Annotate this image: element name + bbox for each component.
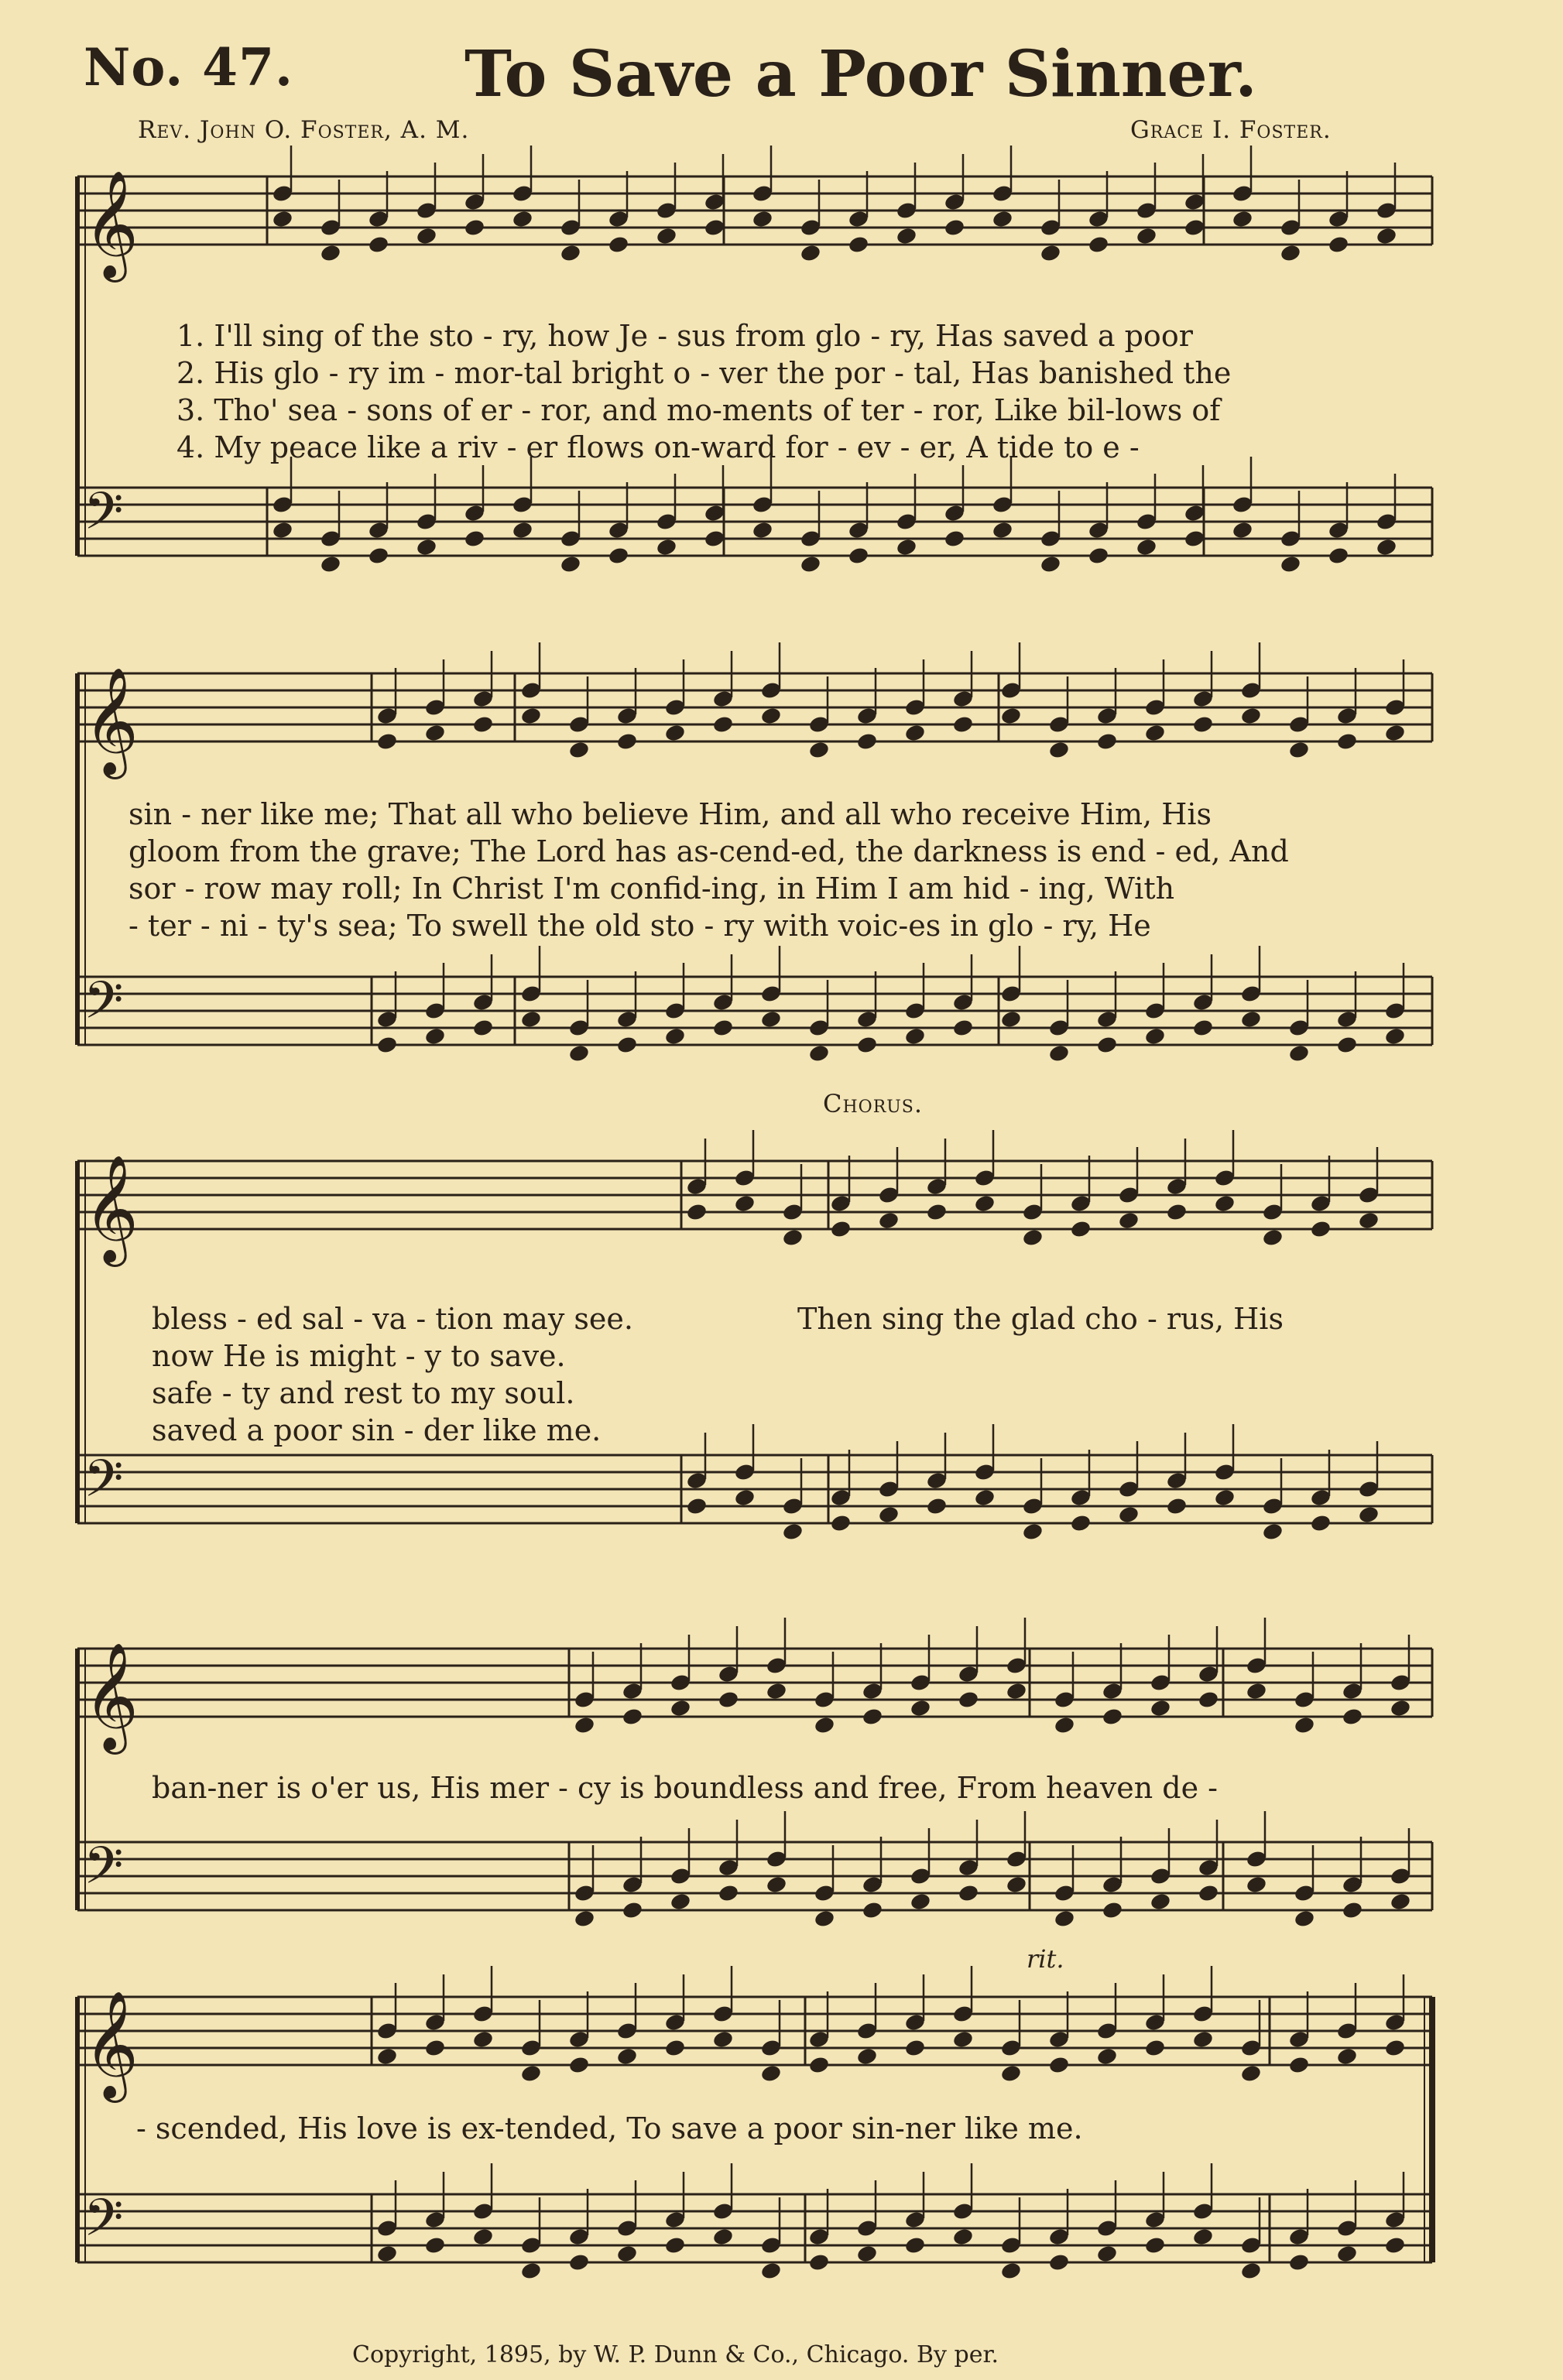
notehead (904, 2038, 927, 2057)
notehead (734, 1193, 756, 1213)
notehead (512, 520, 534, 539)
notehead (712, 2227, 735, 2246)
notehead (1328, 235, 1350, 254)
notehead (1240, 2261, 1263, 2280)
notehead (800, 243, 822, 262)
notehead (1310, 1513, 1332, 1532)
composer-credit: Grace I. Foster. (1130, 116, 1332, 144)
notehead (704, 529, 726, 548)
notehead (1096, 731, 1119, 751)
notehead (1136, 226, 1158, 245)
notehead (1192, 2029, 1215, 2049)
notehead (1328, 546, 1350, 565)
verse-1-line-1: 1. I'll sing of the sto - ry, how Je - sus from glo - ry, Has saved a poor (177, 319, 1193, 353)
notehead (1144, 2235, 1167, 2255)
verse-4-line-1: 4. My peace like a riv - er flows on-ward for - ev - er, A tide to e - (177, 430, 1140, 464)
notehead (1088, 546, 1110, 565)
notehead (896, 537, 918, 556)
notehead (782, 1522, 804, 1541)
notehead (718, 1690, 740, 1709)
notehead (1192, 2227, 1215, 2246)
notehead (622, 1707, 644, 1726)
notehead (1198, 1883, 1220, 1902)
notehead (1240, 1009, 1263, 1029)
notehead (464, 217, 486, 237)
notehead (568, 1043, 591, 1063)
notehead (974, 1488, 996, 1507)
notehead (472, 714, 495, 734)
notehead (616, 731, 639, 751)
notehead (376, 731, 399, 751)
notehead (616, 2046, 639, 2066)
notehead (1000, 706, 1023, 725)
treble-clef-icon: 𝄞 (84, 1991, 139, 2098)
verse-4-line-2: - ter - ni - ty's sea; To swell the old sto - ry with voic-es in glo - ry, He (129, 909, 1151, 943)
notehead (1144, 723, 1167, 742)
notehead (272, 520, 294, 539)
notehead (1102, 1900, 1124, 1919)
notehead (1288, 2252, 1311, 2272)
notehead (464, 529, 486, 548)
notehead (992, 209, 1014, 228)
verse-2-line-2: gloom from the grave; The Lord has as-cend-ed, the darkness is end - ed, And (129, 834, 1289, 868)
notehead (862, 1900, 884, 1919)
notehead (622, 1900, 644, 1919)
notehead (910, 1698, 932, 1717)
notehead (686, 1202, 708, 1221)
notehead (1136, 537, 1158, 556)
notehead (1240, 706, 1263, 725)
notehead (1246, 1875, 1268, 1894)
notehead (1118, 1211, 1140, 1230)
notehead (952, 714, 975, 734)
notehead (568, 2055, 591, 2074)
notehead (896, 226, 918, 245)
notehead (734, 1488, 756, 1507)
notehead (1096, 2244, 1119, 2263)
notehead (1070, 1513, 1092, 1532)
notehead (616, 2244, 639, 2263)
notehead (664, 2235, 687, 2255)
notehead (472, 2227, 495, 2246)
hymn-title: To Save a Poor Sinner. (464, 37, 1257, 111)
notehead (1192, 1018, 1215, 1037)
notehead (878, 1505, 900, 1524)
notehead (560, 554, 582, 574)
notehead (958, 1690, 980, 1709)
verse-3-line-2: sor - row may roll; In Christ I'm confid-ing, in Him I am hid - ing, With (129, 872, 1175, 906)
notehead (1232, 520, 1254, 539)
bass-clef-icon: 𝄢 (84, 2188, 124, 2260)
notehead (320, 554, 342, 574)
notehead (1048, 1043, 1071, 1063)
notehead (1294, 1715, 1316, 1734)
notehead (904, 723, 927, 742)
notehead (808, 740, 831, 759)
notehead (1342, 1900, 1364, 1919)
notehead (712, 2029, 735, 2049)
notehead (1184, 217, 1206, 237)
notehead (752, 209, 774, 228)
notehead (416, 226, 438, 245)
notehead (760, 1009, 783, 1029)
notehead (904, 2235, 927, 2255)
notehead (1288, 2055, 1311, 2074)
notehead (910, 1892, 932, 1911)
notehead (814, 1715, 836, 1734)
notehead (424, 1026, 447, 1046)
notehead (1102, 1707, 1124, 1726)
notehead (1384, 723, 1407, 742)
notehead (520, 2261, 543, 2280)
notehead (1022, 1522, 1044, 1541)
notehead (1192, 714, 1215, 734)
notehead (1096, 1035, 1119, 1054)
notehead (952, 2227, 975, 2246)
notehead (568, 740, 591, 759)
notehead (766, 1875, 788, 1894)
notehead (952, 1018, 975, 1037)
notehead (1048, 2252, 1071, 2272)
treble-clef-icon: 𝄞 (84, 667, 139, 775)
copyright-notice: Copyright, 1895, by W. P. Dunn & Co., Chicago. By per. (352, 2341, 999, 2368)
bass-clef-icon: 𝄢 (84, 1449, 124, 1521)
notehead (952, 2029, 975, 2049)
notehead (1150, 1892, 1172, 1911)
chorus-line-2: ban-ner is o'er us, His mer - cy is boundless and free, From heaven de - (152, 1771, 1219, 1805)
notehead (848, 235, 870, 254)
notehead (760, 706, 783, 725)
notehead (1262, 1228, 1284, 1247)
notehead (1336, 1035, 1359, 1054)
notehead (1000, 1009, 1023, 1029)
verse-2-line-3: now He is might - y to save. (152, 1339, 566, 1373)
notehead (1054, 1715, 1076, 1734)
notehead (272, 209, 294, 228)
notehead (992, 520, 1014, 539)
bass-clef-icon: 𝄢 (84, 1836, 124, 1908)
notehead (1144, 1026, 1167, 1046)
treble-clef-icon: 𝄞 (84, 170, 139, 278)
notehead (856, 2244, 879, 2263)
notehead (416, 537, 438, 556)
notehead (1246, 1681, 1268, 1700)
notehead (520, 706, 543, 725)
verse-3-line-3: safe - ty and rest to my soul. (152, 1376, 575, 1410)
treble-clef-icon: 𝄞 (84, 1155, 139, 1262)
notehead (1040, 554, 1062, 574)
notehead (856, 731, 879, 751)
notehead (472, 1018, 495, 1037)
notehead (520, 1009, 543, 1029)
notehead (856, 2046, 879, 2066)
notehead (1336, 731, 1359, 751)
notehead (1336, 2244, 1359, 2263)
treble-clef-icon: 𝄞 (84, 1642, 139, 1750)
verse-3-line-1: 3. Tho' sea - sons of er - ror, and mo-ments of ter - ror, Like bil-lows of (177, 393, 1221, 427)
notehead (1040, 243, 1062, 262)
notehead (1280, 554, 1302, 574)
notehead (1288, 740, 1311, 759)
notehead (1232, 209, 1254, 228)
notehead (424, 723, 447, 742)
notehead (808, 1043, 831, 1063)
notehead (752, 520, 774, 539)
notehead (424, 2235, 447, 2255)
notehead (1006, 1875, 1028, 1894)
notehead (1384, 1026, 1407, 1046)
notehead (664, 723, 687, 742)
notehead (1096, 2046, 1119, 2066)
notehead (608, 235, 630, 254)
notehead (848, 546, 870, 565)
notehead (424, 2038, 447, 2057)
notehead (718, 1883, 740, 1902)
notehead (760, 2261, 783, 2280)
chorus-label: Chorus. (823, 1089, 924, 1118)
notehead (856, 1035, 879, 1054)
notehead (1310, 1219, 1332, 1238)
notehead (1088, 235, 1110, 254)
notehead (760, 2063, 783, 2083)
notehead (1390, 1892, 1412, 1911)
notehead (1118, 1505, 1140, 1524)
notehead (878, 1211, 900, 1230)
notehead (376, 1035, 399, 1054)
notehead (512, 209, 534, 228)
verse-1-line-2: sin - ner like me; That all who believe Him, and all who receive Him, His (129, 797, 1212, 831)
notehead (664, 1026, 687, 1046)
notehead (830, 1219, 852, 1238)
notehead (974, 1193, 996, 1213)
notehead (1054, 1909, 1076, 1928)
notehead (712, 1018, 735, 1037)
notehead (1358, 1505, 1380, 1524)
notehead (704, 217, 726, 237)
notehead (670, 1698, 692, 1717)
notehead (904, 1026, 927, 1046)
notehead (712, 714, 735, 734)
notehead (1384, 2235, 1407, 2255)
notehead (616, 1035, 639, 1054)
notehead (368, 235, 390, 254)
notehead (1294, 1909, 1316, 1928)
notehead (808, 2055, 831, 2074)
notehead (1048, 2055, 1071, 2074)
notehead (782, 1228, 804, 1247)
notehead (1376, 226, 1398, 245)
notehead (944, 529, 966, 548)
notehead (958, 1883, 980, 1902)
notehead (1022, 1228, 1044, 1247)
notehead (766, 1681, 788, 1700)
notehead (608, 546, 630, 565)
notehead (1198, 1690, 1220, 1709)
notehead (376, 2244, 399, 2263)
notehead (1000, 2063, 1023, 2083)
notehead (1336, 2046, 1359, 2066)
notehead (944, 217, 966, 237)
notehead (1376, 537, 1398, 556)
notehead (1384, 2038, 1407, 2057)
notehead (686, 1496, 708, 1515)
notehead (568, 2252, 591, 2272)
chorus-line-1: Then sing the glad cho - rus, His (797, 1302, 1284, 1336)
bass-clef-icon: 𝄢 (84, 971, 124, 1043)
notehead (656, 537, 678, 556)
notehead (1000, 2261, 1023, 2280)
notehead (574, 1909, 596, 1928)
author-credit: Rev. John O. Foster, A. M. (138, 116, 470, 144)
notehead (1150, 1698, 1172, 1717)
chorus-line-3: - scended, His love is ex-tended, To save a poor sin-ner like me. (136, 2111, 1083, 2145)
notehead (376, 2046, 399, 2066)
bass-clef-icon: 𝄢 (84, 481, 124, 553)
notehead (926, 1202, 948, 1221)
notehead (1240, 2063, 1263, 2083)
verse-1-line-3: bless - ed sal - va - tion may see. (152, 1302, 633, 1336)
notehead (1358, 1211, 1380, 1230)
notehead (574, 1715, 596, 1734)
tempo-marking: rit. (1027, 1944, 1064, 1974)
notehead (1184, 529, 1206, 548)
notehead (1280, 243, 1302, 262)
notehead (1166, 1202, 1188, 1221)
notehead (664, 2038, 687, 2057)
notehead (520, 2063, 543, 2083)
notehead (814, 1909, 836, 1928)
notehead (1390, 1698, 1412, 1717)
notehead (560, 243, 582, 262)
notehead (1144, 2038, 1167, 2057)
notehead (368, 546, 390, 565)
notehead (472, 2029, 495, 2049)
notehead (1006, 1681, 1028, 1700)
verse-4-line-3: saved a poor sin - der like me. (152, 1413, 602, 1447)
notehead (1342, 1707, 1364, 1726)
notehead (862, 1707, 884, 1726)
notehead (800, 554, 822, 574)
notehead (1166, 1496, 1188, 1515)
notehead (656, 226, 678, 245)
notehead (1214, 1488, 1236, 1507)
notehead (926, 1496, 948, 1515)
notehead (1262, 1522, 1284, 1541)
notehead (1214, 1193, 1236, 1213)
hymn-number: No. 47. (84, 37, 293, 98)
notehead (808, 2252, 831, 2272)
notehead (670, 1892, 692, 1911)
notehead (830, 1513, 852, 1532)
notehead (1288, 1043, 1311, 1063)
notehead (1070, 1219, 1092, 1238)
notehead (1048, 740, 1071, 759)
notehead (320, 243, 342, 262)
verse-2-line-1: 2. His glo - ry im - mor-tal bright o - ver the por - tal, Has banished the (177, 356, 1232, 390)
